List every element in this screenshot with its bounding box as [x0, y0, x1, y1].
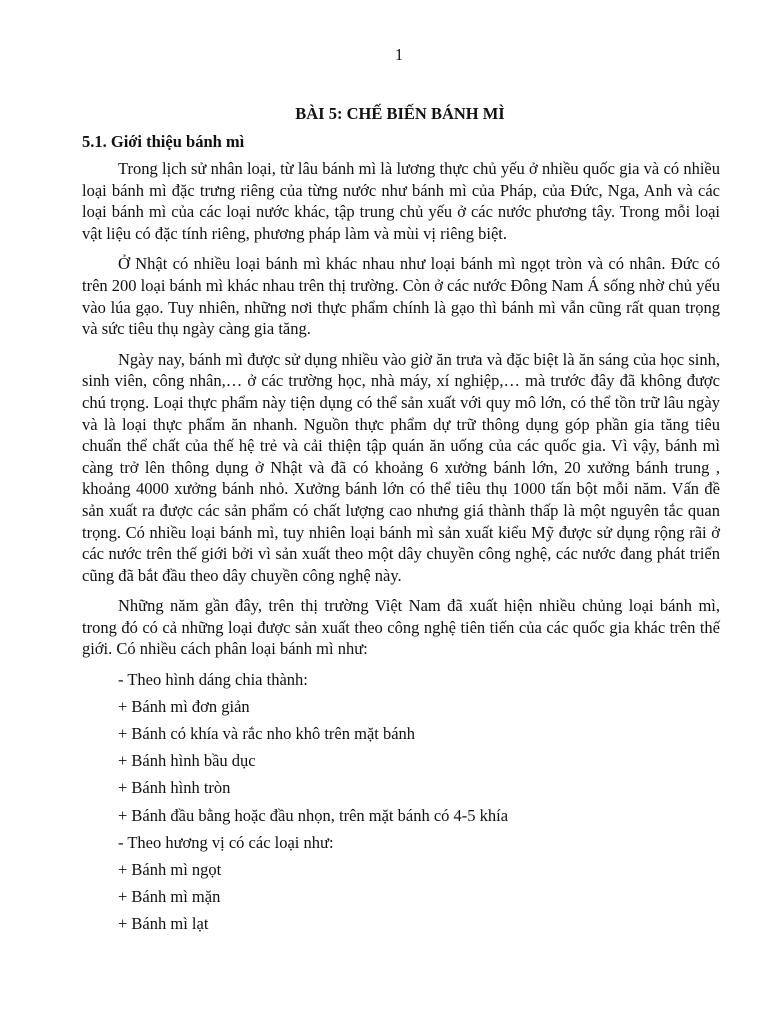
list-item: + Bánh mì đơn giản — [118, 697, 250, 717]
paragraph: Trong lịch sử nhân loại, từ lâu bánh mì là lương thực chủ yếu ở nhiều quốc gia và có nhiều loại bánh mì đặc trưng riêng của từng nước như bánh mì của Pháp, của Đức, Nga, Anh và các loại bánh mì của các loại nước khác, tập trung chủ yếu ở các nước phương tây. Trong mỗi loại vật liệu có đặc tính riêng, phương pháp làm và mùi vị riêng biệt. — [82, 159, 720, 243]
list-item: + Bánh hình bầu dục — [118, 751, 256, 771]
list-item: + Bánh có khía và rắc nho khô trên mặt bánh — [118, 724, 416, 744]
list-item: - Theo hình dáng chia thành: — [118, 670, 308, 690]
list-item: + Bánh hình tròn — [118, 778, 231, 798]
list-item: + Bánh mì lạt — [118, 913, 209, 933]
document-body — [82, 158, 720, 940]
page-number: 1 — [394, 45, 404, 64]
list-item: + Bánh mì ngọt — [118, 859, 222, 879]
document-title: BÀI 5: CHẾ BIẾN BÁNH MÌ — [295, 104, 505, 123]
paragraph: Ngày nay, bánh mì được sử dụng nhiều vào giờ ăn trưa và đặc biệt là ăn sáng của học sinh, sinh viên, công nhân,… ở các trường học, nhà máy, xí nghiệp,… mà trước đây đã không được chú trọng. Loại thực phẩm này tiện dụng có thể sản xuất với quy mô lớn, có thể tồn trữ lâu ngày và là loại thực phẩm ăn nhanh. Nguồn thực phẩm dự trữ thông dụng góp phần gia tăng tiêu chuẩn thể chất của thế hệ trẻ và cải thiện tập quán ăn uống của các quốc gia. Vì vậy, bánh mì càng trở lên thông dụng ở Nhật và đã có khoảng 6 xưởng bánh lớn, 20 xưởng bánh trung , khoảng 4000 xưởng bánh nhỏ. Xưởng bánh lớn có thể tiêu thụ 1000 tấn bột mỗi năm. Vấn đề sản xuất ra được các sản phẩm có chất lượng cao nhưng giá thành thấp là một nguyên tắc quan trọng. Có nhiều loại bánh mì, tuy nhiên loại bánh mì sản xuất kiểu Mỹ được sử dụng rộng rãi ở các nước trên thế giới bởi vì sản xuất theo một dây chuyền công nghệ, các nước đang phát triển cũng đã bắt đầu theo dây chuyền công nghệ này. — [82, 349, 720, 585]
list-item: - Theo hương vị có các loại như: — [118, 832, 334, 852]
list-item: + Bánh đầu bằng hoặc đầu nhọn, trên mặt bánh có 4-5 khía — [118, 805, 509, 825]
paragraph: Ở Nhật có nhiều loại bánh mì khác nhau như loại bánh mì ngọt tròn và có nhân. Đức có trên 200 loại bánh mì khác nhau trên thị trường. Còn ở các nước Đông Nam Á sống nhờ chủ yếu vào lúa gạo. Tuy nhiên, những nơi thực phẩm chính là gạo thì bánh mì vẫn cũng rất quan trọng và sức tiêu thụ ngày càng gia tăng. — [82, 254, 720, 339]
classification-list — [82, 669, 720, 934]
list-item: + Bánh mì mặn — [118, 886, 221, 906]
section-heading: 5.1. Giới thiệu bánh mì — [82, 132, 245, 151]
paragraph: Những năm gần đây, trên thị trường Việt Nam đã xuất hiện nhiều chủng loại bánh mì, trong đó có cả những loại được sản xuất theo công nghệ tiên tiến của các quốc gia khác trên thế giới. Có nhiều cách phân loại bánh mì như: — [82, 596, 720, 659]
